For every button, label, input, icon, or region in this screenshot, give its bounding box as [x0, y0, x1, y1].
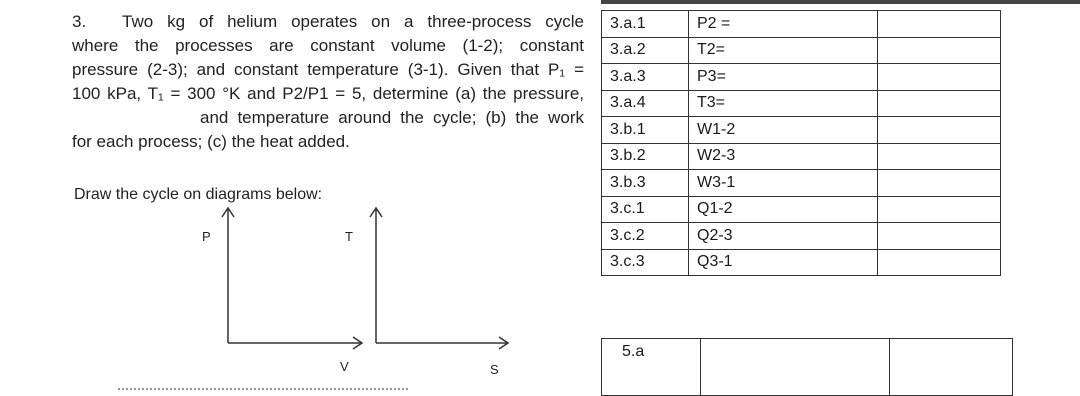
answer-value[interactable]	[878, 90, 1001, 117]
answer-id: 5.a	[602, 339, 701, 396]
answer-id: 3.b.2	[602, 143, 689, 170]
cut-off-text-line	[118, 388, 408, 393]
problem-line-5: and temperature around the cycle; (b) the work	[200, 108, 584, 127]
answer-value[interactable]	[878, 37, 1001, 64]
answer-row	[602, 90, 1001, 117]
pv-y-label: P	[202, 229, 211, 244]
answer-value[interactable]	[878, 143, 1001, 170]
answer-id: 3.c.2	[602, 223, 689, 250]
blank-diagrams	[190, 200, 520, 385]
answer-label: P2 =	[689, 11, 878, 38]
answer-row	[602, 339, 1013, 396]
answer-value[interactable]	[878, 11, 1001, 38]
answer-row	[602, 143, 1001, 170]
answer-value[interactable]	[878, 249, 1001, 276]
problem-line-4: 100 kPa, T₁ = 300 °K and P2/P1 = 5, determine (a) the pressure,	[72, 84, 584, 103]
answer-value[interactable]	[878, 196, 1001, 223]
answer-row	[602, 223, 1001, 250]
page-top-border	[601, 0, 1080, 4]
pv-diagram	[202, 208, 362, 374]
answer-id: 3.a.4	[602, 90, 689, 117]
ts-diagram	[345, 208, 508, 377]
answer-table-2	[601, 338, 1013, 396]
answer-value[interactable]	[878, 117, 1001, 144]
answer-value[interactable]	[878, 170, 1001, 197]
problem-number: 3.	[72, 12, 87, 31]
answer-label: Q3-1	[689, 249, 878, 276]
answer-label: P3=	[689, 64, 878, 91]
ts-x-label: S	[490, 362, 499, 377]
answer-value[interactable]	[878, 223, 1001, 250]
ts-y-label: T	[345, 229, 353, 244]
answer-row	[602, 37, 1001, 64]
answer-id: 3.b.3	[602, 170, 689, 197]
problem-line-6: for each process; (c) the heat added.	[72, 132, 350, 151]
answer-row	[602, 11, 1001, 38]
answer-row	[602, 64, 1001, 91]
answer-value[interactable]	[890, 339, 1013, 396]
problem-line-1: 3. Two kg of helium operates on a three-process cycle	[72, 10, 584, 34]
answer-label: T2=	[689, 37, 878, 64]
answer-row	[602, 170, 1001, 197]
problem-statement	[72, 10, 584, 154]
answer-id: 3.b.1	[602, 117, 689, 144]
answer-label: W1-2	[689, 117, 878, 144]
answer-label	[701, 339, 890, 396]
answer-label: T3=	[689, 90, 878, 117]
answer-label: W3-1	[689, 170, 878, 197]
answer-row	[602, 117, 1001, 144]
answer-label: Q1-2	[689, 196, 878, 223]
draw-instruction: Draw the cycle on diagrams below:	[74, 186, 323, 203]
answer-label: Q2-3	[689, 223, 878, 250]
problem-line-3: pressure (2-3); and constant temperature (3-1). Given that P₁ =	[72, 60, 584, 79]
answer-table	[601, 10, 1001, 276]
problem-line-2: where the processes are constant volume (1-2); constant	[72, 36, 584, 55]
answer-id: 3.a.2	[602, 37, 689, 64]
answer-id: 3.a.1	[602, 11, 689, 38]
answer-value[interactable]	[878, 64, 1001, 91]
answer-id: 3.c.3	[602, 249, 689, 276]
answer-label: W2-3	[689, 143, 878, 170]
answer-row	[602, 196, 1001, 223]
answer-id: 3.c.1	[602, 196, 689, 223]
answer-row	[602, 249, 1001, 276]
pv-x-label: V	[340, 359, 349, 374]
answer-id: 3.a.3	[602, 64, 689, 91]
